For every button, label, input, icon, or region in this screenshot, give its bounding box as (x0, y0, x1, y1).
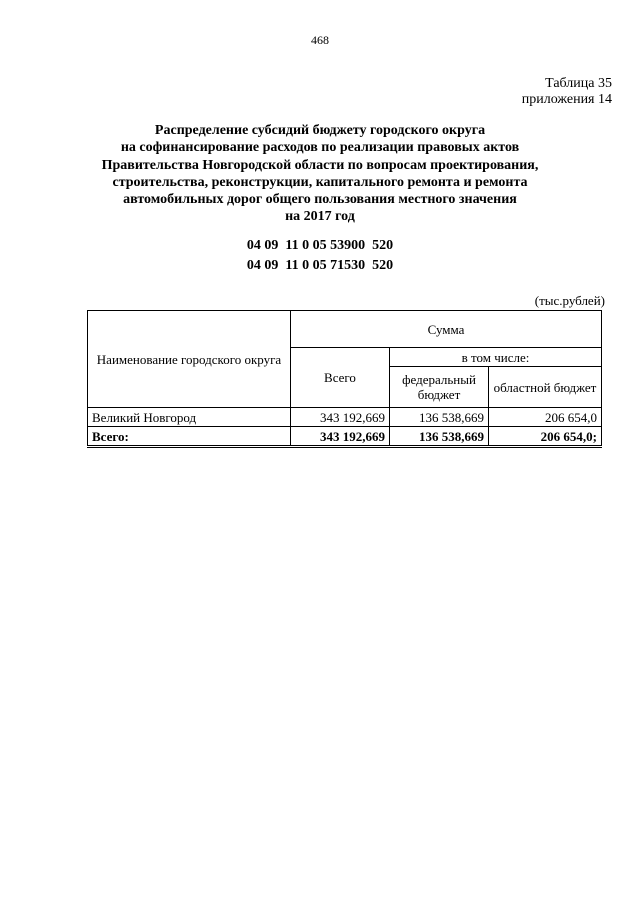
header-name: Наименование городского округа (88, 311, 291, 408)
budget-code: 04 09 11 0 05 53900 520 (246, 238, 394, 253)
title-line: автомобильных дорог общего пользования местного значения (123, 192, 517, 208)
cell-regional: 206 654,0 (489, 408, 602, 427)
header-total: Всего (291, 348, 390, 408)
page-number: 468 (311, 33, 329, 47)
title-line: на 2017 год (285, 209, 355, 225)
total-federal: 136 538,669 (390, 427, 489, 447)
header-sum: Сумма (291, 311, 602, 348)
total-label: Всего: (88, 427, 291, 447)
header-row (88, 311, 602, 348)
total-regional-value: 206 654,0 (540, 428, 593, 444)
subsidy-table (87, 310, 602, 448)
appendix-number: приложения 14 (521, 92, 612, 107)
header-regional: областной бюджет (489, 367, 602, 408)
cell-federal: 136 538,669 (390, 408, 489, 427)
table-row (88, 408, 602, 427)
units-label: (тыс.рублей) (534, 293, 605, 308)
table-number: Таблица 35 (545, 76, 612, 91)
document-title (60, 122, 580, 226)
title-line: Распределение субсидий бюджету городского округа (154, 123, 486, 138)
budget-codes (0, 236, 640, 276)
table-reference (522, 76, 612, 108)
cell-total: 343 192,669 (291, 408, 390, 427)
total-regional-suffix: ; (592, 428, 598, 444)
cell-name: Великий Новгород (88, 408, 291, 427)
title-line: на софинансирование расходов по реализации правовых актов (120, 140, 520, 156)
title-line: Правительства Новгородской области по вопросам проектирования, (101, 157, 539, 173)
budget-code: 04 09 11 0 05 71530 520 (246, 258, 394, 273)
title-line: строительства, реконструкции, капитального ремонта и ремонта (112, 174, 528, 190)
total-row (88, 427, 602, 447)
total-sum: 343 192,669 (291, 427, 390, 447)
total-regional (489, 427, 602, 447)
header-federal: федеральный бюджет (390, 367, 489, 408)
header-including: в том числе: (390, 348, 602, 367)
